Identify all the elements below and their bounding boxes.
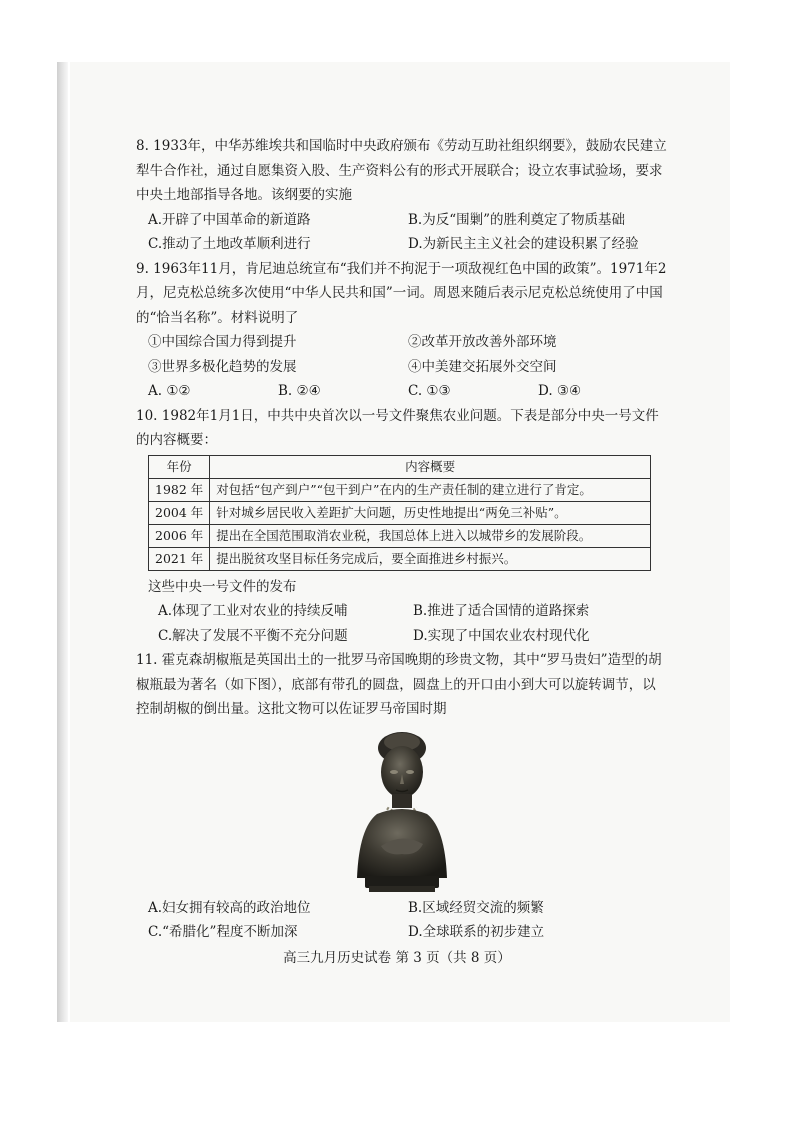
table-header-row [149, 455, 651, 478]
question-8-options-row-2 [136, 232, 668, 257]
table-cell-summary: 对包括“包产到户”“包干到户”在内的生产责任制的建立进行了肯定。 [210, 478, 651, 501]
table-cell-summary: 针对城乡居民收入差距扩大问题，历史性地提出“两免三补贴”。 [210, 501, 651, 524]
question-11 [136, 648, 668, 945]
q10-option-a[interactable]: A.体现了工业对农业的持续反哺 [158, 603, 348, 619]
table-cell-year: 2006 年 [149, 524, 210, 547]
question-10-lead: 这些中央一号文件的发布 [148, 578, 297, 595]
question-8-stem: 8. 1933年，中华苏维埃共和国临时中央政府颁布《劳动互助社组织纲要》，鼓励农民建立犁牛合作社，通过自愿集资入股、生产资料公有的形式开展联合；设立农事试验场，要求中央土地部指导各地。该纲要的实施 [136, 138, 667, 203]
question-11-options-row-2 [136, 920, 668, 945]
q9-statement-3: ③世界多极化趋势的发展 [148, 358, 297, 375]
question-10-options-row-2 [136, 624, 668, 649]
question-9 [136, 257, 668, 404]
question-8-options-row-1 [136, 208, 668, 233]
q10-option-d[interactable]: D.实现了中国农业农村现代化 [413, 627, 590, 644]
table-row [149, 501, 651, 524]
q8-option-d[interactable]: D.为新民主主义社会的建设积累了经验 [408, 236, 639, 252]
question-10-options-row-1 [136, 599, 668, 624]
q11-option-d[interactable]: D.全球联系的初步建立 [408, 924, 545, 940]
question-9-stem: 9. 1963年11月，肯尼迪总统宣布“我们并不拘泥于一项敌视红色中国的政策”。1971年2月，尼克松总统多次使用“中华人民共和国”一词。周恩来随后表示尼克松总统使用了中国的“恰当名称”。材料说明了 [136, 260, 667, 326]
table-row [149, 547, 651, 570]
table-row [149, 478, 651, 501]
table-header-summary: 内容概要 [210, 455, 651, 478]
question-11-stem: 11. 霍克森胡椒瓶是英国出土的一批罗马帝国晚期的珍贵文物，其中“罗马贵妇”造型的胡椒瓶最为著名（如下图），底部有带孔的圆盘，圆盘上的开口由小到大可以旋转调节，以控制胡椒的倒出量。这批文物可以佐证罗马帝国时期 [136, 652, 662, 717]
question-9-statements-row-1 [136, 330, 668, 355]
q9-option-d[interactable]: D. ③④ [538, 383, 582, 399]
q11-option-a[interactable]: A.妇女拥有较高的政治地位 [148, 899, 311, 916]
question-10 [136, 404, 668, 649]
question-11-options-row-1 [136, 896, 668, 921]
q9-statement-2: ②改革开放改善外部环境 [408, 334, 557, 350]
q11-option-c[interactable]: C.“希腊化”程度不断加深 [148, 924, 298, 940]
no1-document-table [148, 455, 651, 571]
q8-option-a[interactable]: A.开辟了中国革命的新道路 [148, 211, 311, 228]
question-9-options [136, 379, 668, 404]
table-cell-year: 1982 年 [149, 478, 210, 501]
table-cell-summary: 提出在全国范围取消农业税，我国总体上进入以城带乡的发展阶段。 [210, 524, 651, 547]
q9-statement-4: ④中美建交拓展外交空间 [408, 358, 557, 375]
table-header-year: 年份 [149, 455, 210, 478]
roman-empress-pepper-pot-image [347, 728, 457, 892]
q10-option-b[interactable]: B.推进了适合国情的道路探索 [413, 603, 590, 619]
scan-edge-shadow [57, 62, 68, 1022]
exam-content [136, 134, 668, 945]
question-8 [136, 134, 668, 257]
question-9-statements-row-2 [136, 355, 668, 380]
q9-option-a[interactable]: A. ①② [148, 383, 191, 399]
q11-option-b[interactable]: B.区域经贸交流的频繁 [408, 899, 544, 916]
table-cell-year: 2004 年 [149, 501, 210, 524]
q9-option-b[interactable]: B. ②④ [278, 383, 321, 399]
page-footer: 高三九月历史试卷 第 3 页（共 8 页） [283, 950, 511, 966]
q9-option-c[interactable]: C. ①③ [408, 383, 451, 399]
question-10-stem: 10. 1982年1月1日，中共中央首次以一号文件聚焦农业问题。下表是部分中央一号文件的内容概要： [136, 407, 659, 448]
q10-option-c[interactable]: C.解决了发展不平衡不充分问题 [158, 627, 348, 644]
table-cell-year: 2021 年 [149, 547, 210, 570]
table-row [149, 524, 651, 547]
q9-statement-1: ①中国综合国力得到提升 [148, 334, 297, 350]
pepper-pot-figure [136, 728, 668, 892]
q8-option-b[interactable]: B.为反“围剿”的胜利奠定了物质基础 [408, 211, 626, 228]
table-cell-summary: 提出脱贫攻坚目标任务完成后，要全面推进乡村振兴。 [210, 547, 651, 570]
q8-option-c[interactable]: C.推动了土地改革顺利进行 [148, 236, 311, 252]
